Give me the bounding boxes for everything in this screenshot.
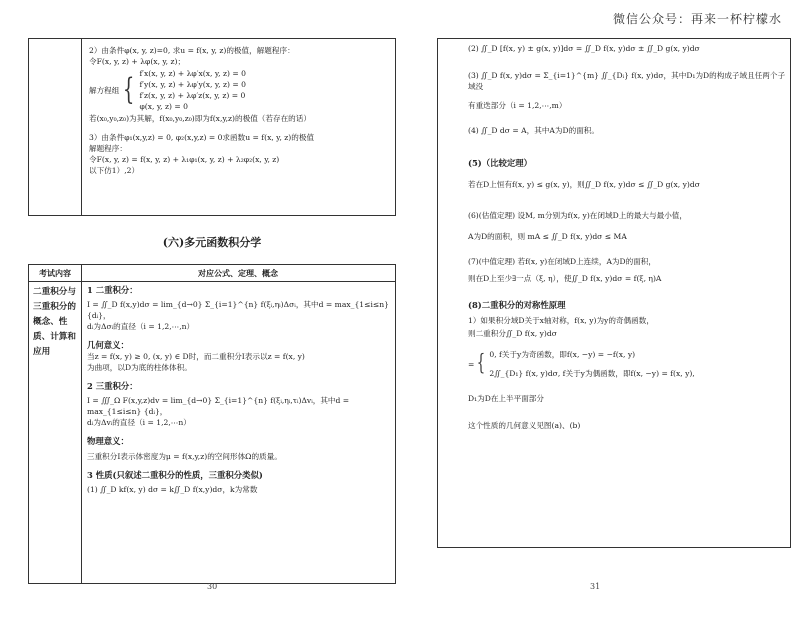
cont-p3-rest: 以下仿1）,2） xyxy=(89,166,140,175)
s3-property-1: (1) ∬_D kf(x, y) dσ = k∬_D f(x,y)dσ，k为常数 xyxy=(87,485,258,494)
prop-8d: 这个性质的几何意义见图(a)、(b) xyxy=(468,421,581,430)
content-table xyxy=(28,264,396,584)
prop-5: 若在D上恒有f(x, y) ≤ g(x, y)，则∬_D f(x, y)dσ ≤ ∬_D g(x, y)dσ xyxy=(468,180,700,189)
col-header-exam: 考试内容 xyxy=(39,268,71,278)
sys-eq-2: f′y(x, y, z) + λφ′y(x, y, z) = 0 xyxy=(139,80,246,89)
prop-8a: 1）如果积分域D关于x轴对称，f(x, y)为y的奇偶函数， xyxy=(468,316,654,325)
symmetry-cases: = { 0, f关于y为奇函数，即f(x, −y) = −f(x, y) 2∬_{D₁} f(x, y)dσ, f关于y为偶函数，即f(x, −y) = f(x, y), xyxy=(468,350,695,378)
prop-7a: (7)(中值定理) 若f(x, y)在闭域D上连续，A为D的面积， xyxy=(468,257,656,266)
page-number-left: 30 xyxy=(207,582,218,591)
phy-title: 物理意义： xyxy=(87,436,129,446)
header-title: 微信公众号：再来一杯柠檬水 xyxy=(612,12,782,26)
geo-title: 几何意义： xyxy=(87,340,129,350)
page-number-right: 31 xyxy=(590,582,601,591)
prop-7b: 则在D上至少∃一点（ξ, η），使∬_D f(x, y)dσ = f(ξ, η)A xyxy=(468,274,662,283)
s2-title: 2 三重积分： xyxy=(87,381,138,391)
cont-p2-result: 若(x₀,y₀,z₀)为其解，f(x₀,y₀,z₀)即为f(x,y,z)的极值（若存在的话） xyxy=(89,114,311,123)
prop-6a: (6)(估值定理) 设M, m分别为f(x, y)在闭域D上的最大与最小值， xyxy=(468,211,687,220)
s1-note: dᵢ为Δσᵢ的直径（i = 1,2,⋯,n） xyxy=(87,322,195,331)
s3-title: 3 性质(只叙述二重积分的性质，三重积分类似) xyxy=(87,470,263,480)
prop-6b: A为D的面积，则 mA ≤ ∬_D f(x, y)dσ ≤ MA xyxy=(468,232,627,241)
col-header-formula: 对应公式、定理、概念 xyxy=(198,268,278,278)
cases-equals: = xyxy=(468,359,475,369)
s1-title: 1 二重积分： xyxy=(87,285,138,295)
sys-eq-1: f′x(x, y, z) + λφ′x(x, y, z) = 0 xyxy=(139,69,246,78)
right-content-box xyxy=(437,38,791,548)
s2-note: dᵢ为Δvᵢ的直径（i = 1,2,⋯n） xyxy=(87,418,191,427)
phy-text: 三重积分I表示体密度为μ = f(x,y,z)的空间形体Ω的质量。 xyxy=(87,452,282,461)
cont-p2-let: 令F(x, y, z) + λφ(x, y, z)； xyxy=(89,57,186,66)
prop-8-title: (8)二重积分的对称性原理 xyxy=(468,300,566,310)
cont-p2-title: 2）由条件φ(x, y, z)=0, 求u = f(x, y, z)的极值，解题程序： xyxy=(89,46,295,55)
geo-text-2: 为曲项，以D为底的柱体体积。 xyxy=(87,363,192,372)
case-even: 2∬_{D₁} f(x, y)dσ, f关于y为偶函数，即f(x, −y) = f(x, y), xyxy=(489,369,695,378)
case-odd: 0, f关于y为奇函数，即f(x, −y) = −f(x, y) xyxy=(489,350,636,359)
section-title: (六)多元函数积分学 xyxy=(162,236,262,249)
exam-content-cell: 二重积分与三重积分的概念、性质、计算和应用 xyxy=(33,287,76,357)
s2-formula: I = ∭_Ω F(x,y,z)dv = lim_{d→0} Σ_{i=1}^{n} f(ξᵢ,ηᵢ,τᵢ)Δvᵢ，其中d = max_{1≤i≤n} {dᵢ}， xyxy=(87,396,350,416)
prop-3b: 有重迭部分（i = 1,2,⋯,m） xyxy=(468,101,567,110)
prop-3a: (3) ∬_D f(x, y)dσ = Σ_{i=1}^{m} ∬_{Dᵢ} f(x, y)dσ，其中D₁为D的构成子域且任两个子域没 xyxy=(468,71,786,91)
equation-system: 解方程组 { f′x(x, y, z) + λφ′x(x, y, z) = 0 f′y(x, y, z) + λφ′y(x, y, z) = 0 f′z(x, y, z) + λφ′z(x, y, z) = 0 φ(x, y, z) = 0 xyxy=(89,69,246,111)
cont-p3-prog: 解题程序： xyxy=(89,144,127,153)
sys-eq-4: φ(x, y, z) = 0 xyxy=(139,102,188,111)
continuation-box xyxy=(28,38,396,216)
cont-p3-let: 令F(x, y, z) = f(x, y, z) + λ₁φ₁(x, y, z) + λ₂φ₂(x, y, z) xyxy=(89,155,280,164)
prop-2: (2) ∬_D [f(x, y) ± g(x, y)]dσ = ∬_D f(x, y)dσ ± ∬_D g(x, y)dσ xyxy=(468,44,700,53)
cont-p3-title: 3）由条件φ₁(x,y,z) = 0, φ₂(x,y,z) = 0求函数u = f(x, y, z)的极值 xyxy=(89,133,315,142)
prop-8c: D₁为D在上半平面部分 xyxy=(468,394,544,403)
prop-4: (4) ∬_D dσ = A，其中A为D的面积。 xyxy=(468,126,599,135)
table-header-row xyxy=(29,265,395,282)
sys-eq-3: f′z(x, y, z) + λφ′z(x, y, z) = 0 xyxy=(139,91,246,100)
prop-8b: 则二重积分∬_D f(x, y)dσ xyxy=(468,329,557,338)
prop-5-title: (5)（比较定理） xyxy=(468,158,533,168)
s1-formula: I = ∬_D f(x,y)dσ = lim_{d→0} Σ_{i=1}^{n} f(ξᵢ,ηᵢ)Δσᵢ，其中d = max_{1≤i≤n} {dᵢ}， xyxy=(87,300,389,320)
solve-label: 解方程组 xyxy=(89,85,120,95)
geo-text-1: 当z = f(x, y) ≥ 0, (x, y) ∈ D时，而二重积分I表示以z = f(x, y) xyxy=(87,352,305,361)
